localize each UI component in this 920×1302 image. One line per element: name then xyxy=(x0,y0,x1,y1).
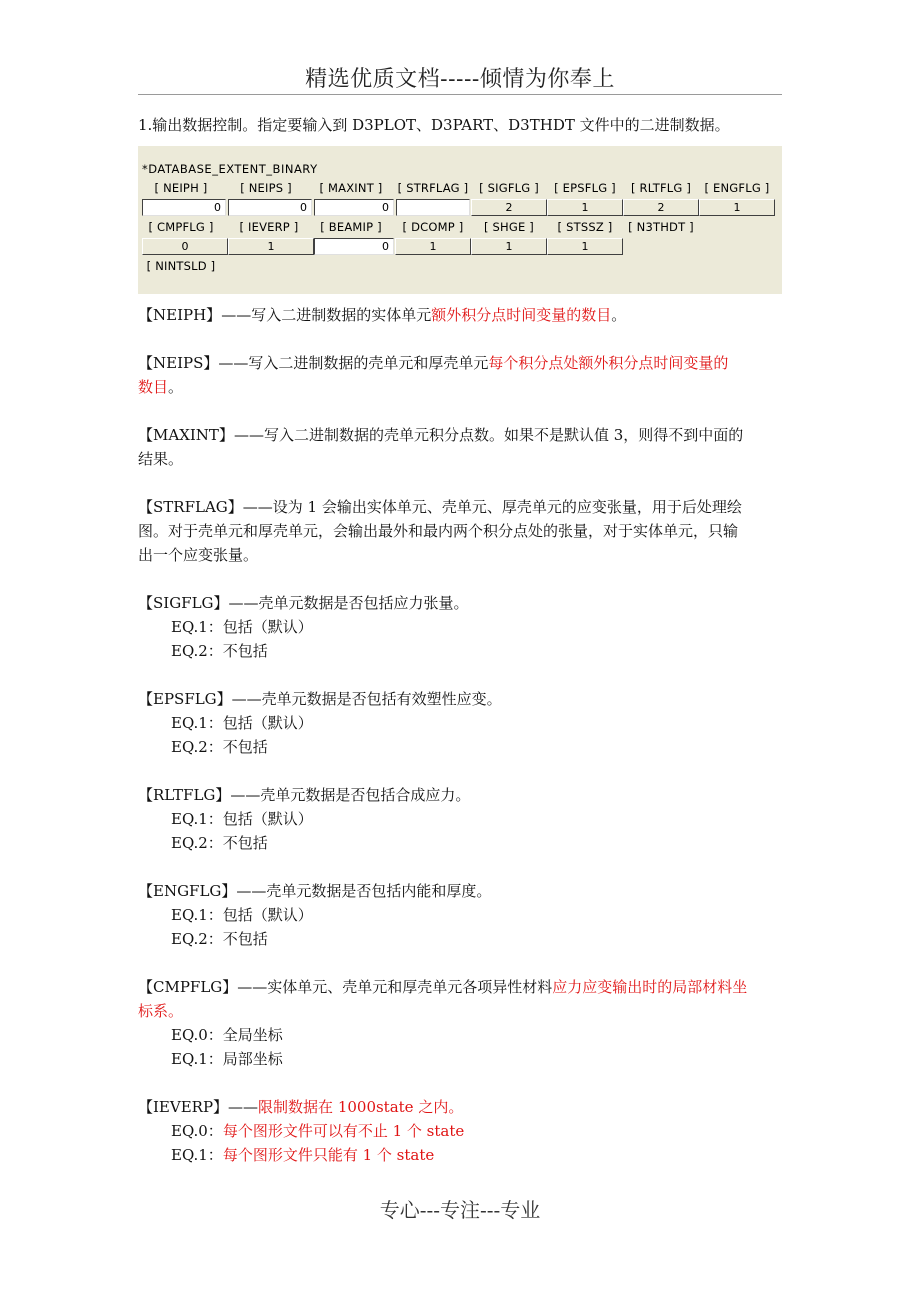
label-neiph: [ NEIPH ] xyxy=(154,181,208,195)
label-epsflg: [ EPSFLG ] xyxy=(554,181,616,195)
ieverp-select[interactable]: 1 xyxy=(228,238,314,255)
section-neips: 【NEIPS】——写入二进制数据的壳单元和厚壳单元每个积分点处额外积分点时间变量的 数目。 xyxy=(138,354,729,396)
highlight-text: 额外积分点时间变量的数目 xyxy=(431,306,612,324)
section-strflag: 【STRFLAG】——设为 1 会输出实体单元、壳单元、厚壳单元的应变张量，用于后处理绘 图。对于壳单元和厚壳单元，会输出最外和最内两个积分点处的张量，对于实体单元，只输 出一个应变张量。 xyxy=(138,498,742,564)
label-stssz: [ STSSZ ] xyxy=(557,220,613,234)
section-rltflg: 【RLTFLG】——壳单元数据是否包括合成应力。 EQ.1：包括（默认） EQ.2：不包括 xyxy=(138,783,784,855)
epsflg-select[interactable]: 1 xyxy=(547,199,623,216)
stssz-select[interactable]: 1 xyxy=(547,238,623,255)
intro-text: 1.输出数据控制。指定要输入到 D3PLOT、D3PART、D3THDT 文件中的二进制数据。 xyxy=(138,116,730,134)
term-cmpflg: 【CMPFLG】 xyxy=(138,978,238,996)
option-eq0: EQ.0：每个图形文件可以有不止 1 个 state xyxy=(171,1122,465,1140)
term-epsflg: 【EPSFLG】 xyxy=(138,690,232,708)
dcomp-select[interactable]: 1 xyxy=(395,238,471,255)
option-eq2: EQ.2：不包括 xyxy=(171,738,268,756)
beamip-input[interactable]: 0 xyxy=(314,238,394,255)
term-rltflg: 【RLTFLG】 xyxy=(138,786,231,804)
term-sigflg: 【SIGFLG】 xyxy=(138,594,229,612)
label-nintsld: [ NINTSLD ] xyxy=(146,259,216,273)
shge-select[interactable]: 1 xyxy=(471,238,547,255)
term-neips: 【NEIPS】 xyxy=(138,354,219,372)
option-eq1: EQ.1：局部坐标 xyxy=(171,1050,283,1068)
label-beamip: [ BEAMIP ] xyxy=(320,220,382,234)
term-engflg: 【ENGFLG】 xyxy=(138,882,237,900)
maxint-input[interactable]: 0 xyxy=(314,199,394,216)
label-strflag: [ STRFLAG ] xyxy=(397,181,469,195)
label-dcomp: [ DCOMP ] xyxy=(402,220,464,234)
label-n3thdt: [ N3THDT ] xyxy=(628,220,694,234)
section-epsflg: 【EPSFLG】——壳单元数据是否包括有效塑性应变。 EQ.1：包括（默认） EQ.2：不包括 xyxy=(138,687,784,759)
section-neiph: 【NEIPH】——写入二进制数据的实体单元额外积分点时间变量的数目。 xyxy=(138,306,627,324)
label-maxint: [ MAXINT ] xyxy=(319,181,383,195)
option-eq1: EQ.1：包括（默认） xyxy=(171,618,313,636)
label-neips: [ NEIPS ] xyxy=(240,181,292,195)
neips-input[interactable]: 0 xyxy=(228,199,312,216)
label-rltflg: [ RLTFLG ] xyxy=(630,181,692,195)
option-eq0: EQ.0：全局坐标 xyxy=(171,1026,283,1044)
strflag-input[interactable] xyxy=(396,199,470,216)
option-eq2: EQ.2：不包括 xyxy=(171,930,268,948)
engflg-select[interactable]: 1 xyxy=(699,199,775,216)
header-rule xyxy=(138,94,782,95)
highlight-text: 标系。 xyxy=(138,1002,184,1020)
option-eq1: EQ.1：包括（默认） xyxy=(171,714,313,732)
sigflg-select[interactable]: 2 xyxy=(471,199,547,216)
section-cmpflg: 【CMPFLG】——实体单元、壳单元和厚壳单元各项异性材料应力应变输出时的局部材料坐 标系。 EQ.0：全局坐标 EQ.1：局部坐标 xyxy=(138,975,784,1071)
neiph-input[interactable]: 0 xyxy=(142,199,226,216)
term-ieverp: 【IEVERP】 xyxy=(138,1098,229,1116)
highlight-text: 数目 xyxy=(138,378,169,396)
highlight-text: 每个积分点处额外积分点时间变量的 xyxy=(488,354,729,372)
page-footer: 专心---专注---专业 xyxy=(379,1198,541,1222)
term-strflag: 【STRFLAG】 xyxy=(138,498,243,516)
cmpflg-select[interactable]: 0 xyxy=(142,238,228,255)
label-shge: [ SHGE ] xyxy=(483,220,534,234)
section-ieverp: 【IEVERP】——限制数据在 1000state 之内。 EQ.0：每个图形文件可以有不止 1 个 state EQ.1：每个图形文件只能有 1 个 state xyxy=(138,1095,784,1167)
label-cmpflg: [ CMPFLG ] xyxy=(148,220,214,234)
term-neiph: 【NEIPH】 xyxy=(138,306,222,324)
section-engflg: 【ENGFLG】——壳单元数据是否包括内能和厚度。 EQ.1：包括（默认） EQ.2：不包括 xyxy=(138,879,784,951)
label-ieverp: [ IEVERP ] xyxy=(239,220,299,234)
section-maxint: 【MAXINT】——写入二进制数据的壳单元积分点数。如果不是默认值 3，则得不到中面的 结果。 xyxy=(138,426,744,468)
option-eq2: EQ.2：不包括 xyxy=(171,834,268,852)
highlight-text: 限制数据在 1000state 之内。 xyxy=(258,1098,464,1116)
keyword-panel xyxy=(138,146,782,294)
term-maxint: 【MAXINT】 xyxy=(138,426,234,444)
option-eq1: EQ.1：包括（默认） xyxy=(171,906,313,924)
keyword-title: *DATABASE_EXTENT_BINARY xyxy=(142,162,318,176)
option-eq1: EQ.1：每个图形文件只能有 1 个 state xyxy=(171,1146,435,1164)
label-engflg: [ ENGFLG ] xyxy=(704,181,770,195)
option-eq2: EQ.2：不包括 xyxy=(171,642,268,660)
document-body xyxy=(138,303,784,1191)
section-sigflg: 【SIGFLG】——壳单元数据是否包括应力张量。 EQ.1：包括（默认） EQ.2：不包括 xyxy=(138,591,784,663)
page-header: 精选优质文档-----倾情为你奉上 xyxy=(305,67,615,92)
rltflg-select[interactable]: 2 xyxy=(623,199,699,216)
highlight-text: 应力应变输出时的局部材料坐 xyxy=(552,978,748,996)
label-sigflg: [ SIGFLG ] xyxy=(479,181,539,195)
option-eq1: EQ.1：包括（默认） xyxy=(171,810,313,828)
